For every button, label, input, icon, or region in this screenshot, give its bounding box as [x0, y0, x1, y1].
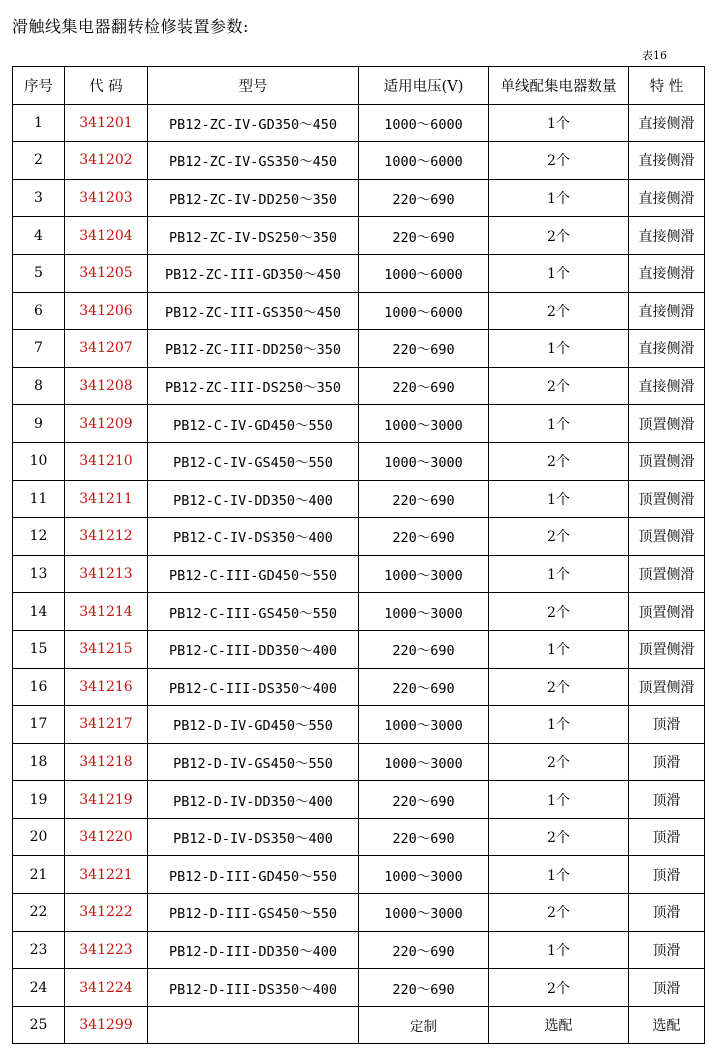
cell-quantity: 1个: [489, 254, 629, 292]
table-row: [13, 931, 705, 969]
header-voltage: 适用电压(V): [359, 67, 489, 105]
cell-voltage: 220～690: [359, 480, 489, 518]
cell-no: 23: [13, 931, 65, 969]
cell-feature: 顶置侧滑: [629, 442, 705, 480]
cell-quantity: 2个: [489, 668, 629, 706]
cell-no: 3: [13, 179, 65, 217]
cell-code: 341220: [65, 818, 148, 856]
cell-feature: 顶置侧滑: [629, 518, 705, 556]
cell-code: 341218: [65, 743, 148, 781]
cell-model: PB12-ZC-IV-GS350～450: [148, 142, 359, 180]
table-row: [13, 104, 705, 142]
cell-model: PB12-D-IV-DS350～400: [148, 818, 359, 856]
cell-feature: 顶滑: [629, 706, 705, 744]
cell-feature: 顶置侧滑: [629, 630, 705, 668]
cell-no: 4: [13, 217, 65, 255]
cell-code: 341211: [65, 480, 148, 518]
cell-code: 341224: [65, 969, 148, 1007]
cell-model: PB12-C-IV-GD450～550: [148, 405, 359, 443]
cell-model: PB12-D-III-DD350～400: [148, 931, 359, 969]
cell-no: 22: [13, 894, 65, 932]
cell-quantity: 2个: [489, 518, 629, 556]
cell-no: 17: [13, 706, 65, 744]
table-row: [13, 367, 705, 405]
cell-voltage: 1000～3000: [359, 593, 489, 631]
cell-feature: 直接侧滑: [629, 367, 705, 405]
cell-voltage: 220～690: [359, 217, 489, 255]
cell-voltage: 1000～3000: [359, 856, 489, 894]
cell-model: PB12-C-IV-DS350～400: [148, 518, 359, 556]
cell-voltage: 220～690: [359, 330, 489, 368]
table-row: [13, 254, 705, 292]
cell-model: PB12-C-IV-GS450～550: [148, 442, 359, 480]
cell-model: PB12-C-III-GD450～550: [148, 555, 359, 593]
cell-quantity: 1个: [489, 931, 629, 969]
cell-code: 341210: [65, 442, 148, 480]
cell-no: 1: [13, 104, 65, 142]
cell-model: PB12-ZC-IV-DD250～350: [148, 179, 359, 217]
cell-quantity: 2个: [489, 292, 629, 330]
cell-code: 341201: [65, 104, 148, 142]
cell-voltage: 220～690: [359, 781, 489, 819]
table-row: [13, 518, 705, 556]
cell-quantity: 1个: [489, 480, 629, 518]
cell-feature: 直接侧滑: [629, 217, 705, 255]
cell-no: 16: [13, 668, 65, 706]
cell-model: PB12-D-III-GD450～550: [148, 856, 359, 894]
cell-model: PB12-ZC-III-GD350～450: [148, 254, 359, 292]
cell-model: PB12-D-IV-GD450～550: [148, 706, 359, 744]
parameter-table: [12, 66, 705, 1044]
table-row: [13, 405, 705, 443]
table-header-row: [13, 67, 705, 105]
table-row: [13, 818, 705, 856]
cell-code: 341299: [65, 1006, 148, 1044]
table-row: [13, 593, 705, 631]
cell-model: PB12-D-IV-GS450～550: [148, 743, 359, 781]
cell-quantity: 1个: [489, 555, 629, 593]
cell-no: 24: [13, 969, 65, 1007]
table-row: [13, 743, 705, 781]
cell-feature: 直接侧滑: [629, 104, 705, 142]
cell-voltage: 1000～3000: [359, 405, 489, 443]
table-row: [13, 330, 705, 368]
cell-model: PB12-C-III-GS450～550: [148, 593, 359, 631]
header-quantity: 单线配集电器数量: [489, 67, 629, 105]
table-row: [13, 179, 705, 217]
cell-feature: 顶滑: [629, 856, 705, 894]
cell-feature: 顶滑: [629, 969, 705, 1007]
cell-voltage: 220～690: [359, 630, 489, 668]
cell-no: 11: [13, 480, 65, 518]
cell-code: 341215: [65, 630, 148, 668]
cell-voltage: 220～690: [359, 969, 489, 1007]
header-feature: 特 性: [629, 67, 705, 105]
cell-feature: 顶滑: [629, 781, 705, 819]
cell-no: 7: [13, 330, 65, 368]
cell-code: 341223: [65, 931, 148, 969]
cell-model: PB12-ZC-III-GS350～450: [148, 292, 359, 330]
cell-code: 341216: [65, 668, 148, 706]
cell-feature: 直接侧滑: [629, 330, 705, 368]
table-row: [13, 217, 705, 255]
cell-voltage: 220～690: [359, 818, 489, 856]
cell-code: 341202: [65, 142, 148, 180]
table-row: [13, 668, 705, 706]
cell-no: 15: [13, 630, 65, 668]
table-row: [13, 292, 705, 330]
cell-code: 341212: [65, 518, 148, 556]
table-row: [13, 555, 705, 593]
cell-code: 341204: [65, 217, 148, 255]
cell-quantity: 2个: [489, 593, 629, 631]
cell-model: PB12-C-III-DS350～400: [148, 668, 359, 706]
cell-voltage: 1000～3000: [359, 743, 489, 781]
cell-quantity: 选配: [489, 1006, 629, 1044]
cell-quantity: 2个: [489, 442, 629, 480]
header-code: 代 码: [65, 67, 148, 105]
cell-voltage: 1000～6000: [359, 104, 489, 142]
cell-model: PB12-ZC-III-DS250～350: [148, 367, 359, 405]
cell-feature: 顶滑: [629, 894, 705, 932]
cell-no: 6: [13, 292, 65, 330]
cell-voltage: 1000～3000: [359, 442, 489, 480]
cell-quantity: 2个: [489, 367, 629, 405]
cell-voltage: 220～690: [359, 931, 489, 969]
table-row: [13, 969, 705, 1007]
cell-no: 19: [13, 781, 65, 819]
cell-quantity: 1个: [489, 781, 629, 819]
cell-model: PB12-C-IV-DD350～400: [148, 480, 359, 518]
cell-no: 5: [13, 254, 65, 292]
cell-feature: 顶置侧滑: [629, 668, 705, 706]
cell-feature: 直接侧滑: [629, 142, 705, 180]
cell-code: 341208: [65, 367, 148, 405]
cell-quantity: 1个: [489, 630, 629, 668]
cell-feature: 选配: [629, 1006, 705, 1044]
cell-code: 341217: [65, 706, 148, 744]
cell-feature: 顶滑: [629, 931, 705, 969]
table-row: [13, 630, 705, 668]
cell-model: PB12-ZC-IV-GD350～450: [148, 104, 359, 142]
page-title: 滑触线集电器翻转检修装置参数:: [12, 17, 249, 36]
cell-feature: 顶置侧滑: [629, 555, 705, 593]
table-row: [13, 480, 705, 518]
cell-no: 9: [13, 405, 65, 443]
cell-quantity: 2个: [489, 818, 629, 856]
cell-quantity: 1个: [489, 179, 629, 217]
header-no: 序号: [13, 67, 65, 105]
cell-quantity: 2个: [489, 743, 629, 781]
cell-quantity: 1个: [489, 856, 629, 894]
cell-voltage: 1000～3000: [359, 555, 489, 593]
cell-model: PB12-ZC-III-DD250～350: [148, 330, 359, 368]
cell-no: 10: [13, 442, 65, 480]
cell-quantity: 1个: [489, 330, 629, 368]
table-row: [13, 856, 705, 894]
cell-model: [148, 1006, 359, 1044]
cell-code: 341209: [65, 405, 148, 443]
cell-voltage: 1000～3000: [359, 706, 489, 744]
cell-voltage: 220～690: [359, 179, 489, 217]
cell-quantity: 2个: [489, 217, 629, 255]
cell-quantity: 2个: [489, 894, 629, 932]
table-row: [13, 442, 705, 480]
table-row: [13, 706, 705, 744]
cell-code: 341221: [65, 856, 148, 894]
cell-code: 341214: [65, 593, 148, 631]
cell-no: 14: [13, 593, 65, 631]
cell-model: PB12-ZC-IV-DS250～350: [148, 217, 359, 255]
table-row: [13, 781, 705, 819]
cell-feature: 顶滑: [629, 818, 705, 856]
cell-feature: 直接侧滑: [629, 254, 705, 292]
cell-voltage: 220～690: [359, 518, 489, 556]
cell-feature: 顶置侧滑: [629, 480, 705, 518]
cell-code: 341207: [65, 330, 148, 368]
cell-quantity: 1个: [489, 706, 629, 744]
cell-feature: 顶滑: [629, 743, 705, 781]
cell-voltage: 1000～6000: [359, 254, 489, 292]
cell-no: 13: [13, 555, 65, 593]
cell-voltage: 1000～6000: [359, 142, 489, 180]
table-number: 表16: [642, 49, 667, 62]
cell-no: 18: [13, 743, 65, 781]
cell-code: 341219: [65, 781, 148, 819]
cell-feature: 直接侧滑: [629, 292, 705, 330]
table-body: [13, 104, 705, 1044]
cell-no: 8: [13, 367, 65, 405]
cell-voltage: 1000～3000: [359, 894, 489, 932]
cell-no: 20: [13, 818, 65, 856]
cell-voltage: 定制: [359, 1006, 489, 1044]
cell-code: 341222: [65, 894, 148, 932]
cell-voltage: 220～690: [359, 668, 489, 706]
cell-quantity: 1个: [489, 104, 629, 142]
cell-no: 12: [13, 518, 65, 556]
cell-feature: 直接侧滑: [629, 179, 705, 217]
cell-quantity: 1个: [489, 405, 629, 443]
cell-model: PB12-D-IV-DD350～400: [148, 781, 359, 819]
cell-no: 25: [13, 1006, 65, 1044]
cell-feature: 顶置侧滑: [629, 593, 705, 631]
cell-no: 21: [13, 856, 65, 894]
table-row: [13, 1006, 705, 1044]
cell-code: 341205: [65, 254, 148, 292]
cell-model: PB12-D-III-GS450～550: [148, 894, 359, 932]
cell-model: PB12-D-III-DS350～400: [148, 969, 359, 1007]
header-model: 型号: [148, 67, 359, 105]
cell-model: PB12-C-III-DD350～400: [148, 630, 359, 668]
table-row: [13, 894, 705, 932]
cell-code: 341213: [65, 555, 148, 593]
cell-feature: 顶置侧滑: [629, 405, 705, 443]
cell-no: 2: [13, 142, 65, 180]
table-row: [13, 142, 705, 180]
cell-voltage: 1000～6000: [359, 292, 489, 330]
cell-code: 341203: [65, 179, 148, 217]
cell-code: 341206: [65, 292, 148, 330]
cell-voltage: 220～690: [359, 367, 489, 405]
cell-quantity: 2个: [489, 142, 629, 180]
cell-quantity: 2个: [489, 969, 629, 1007]
